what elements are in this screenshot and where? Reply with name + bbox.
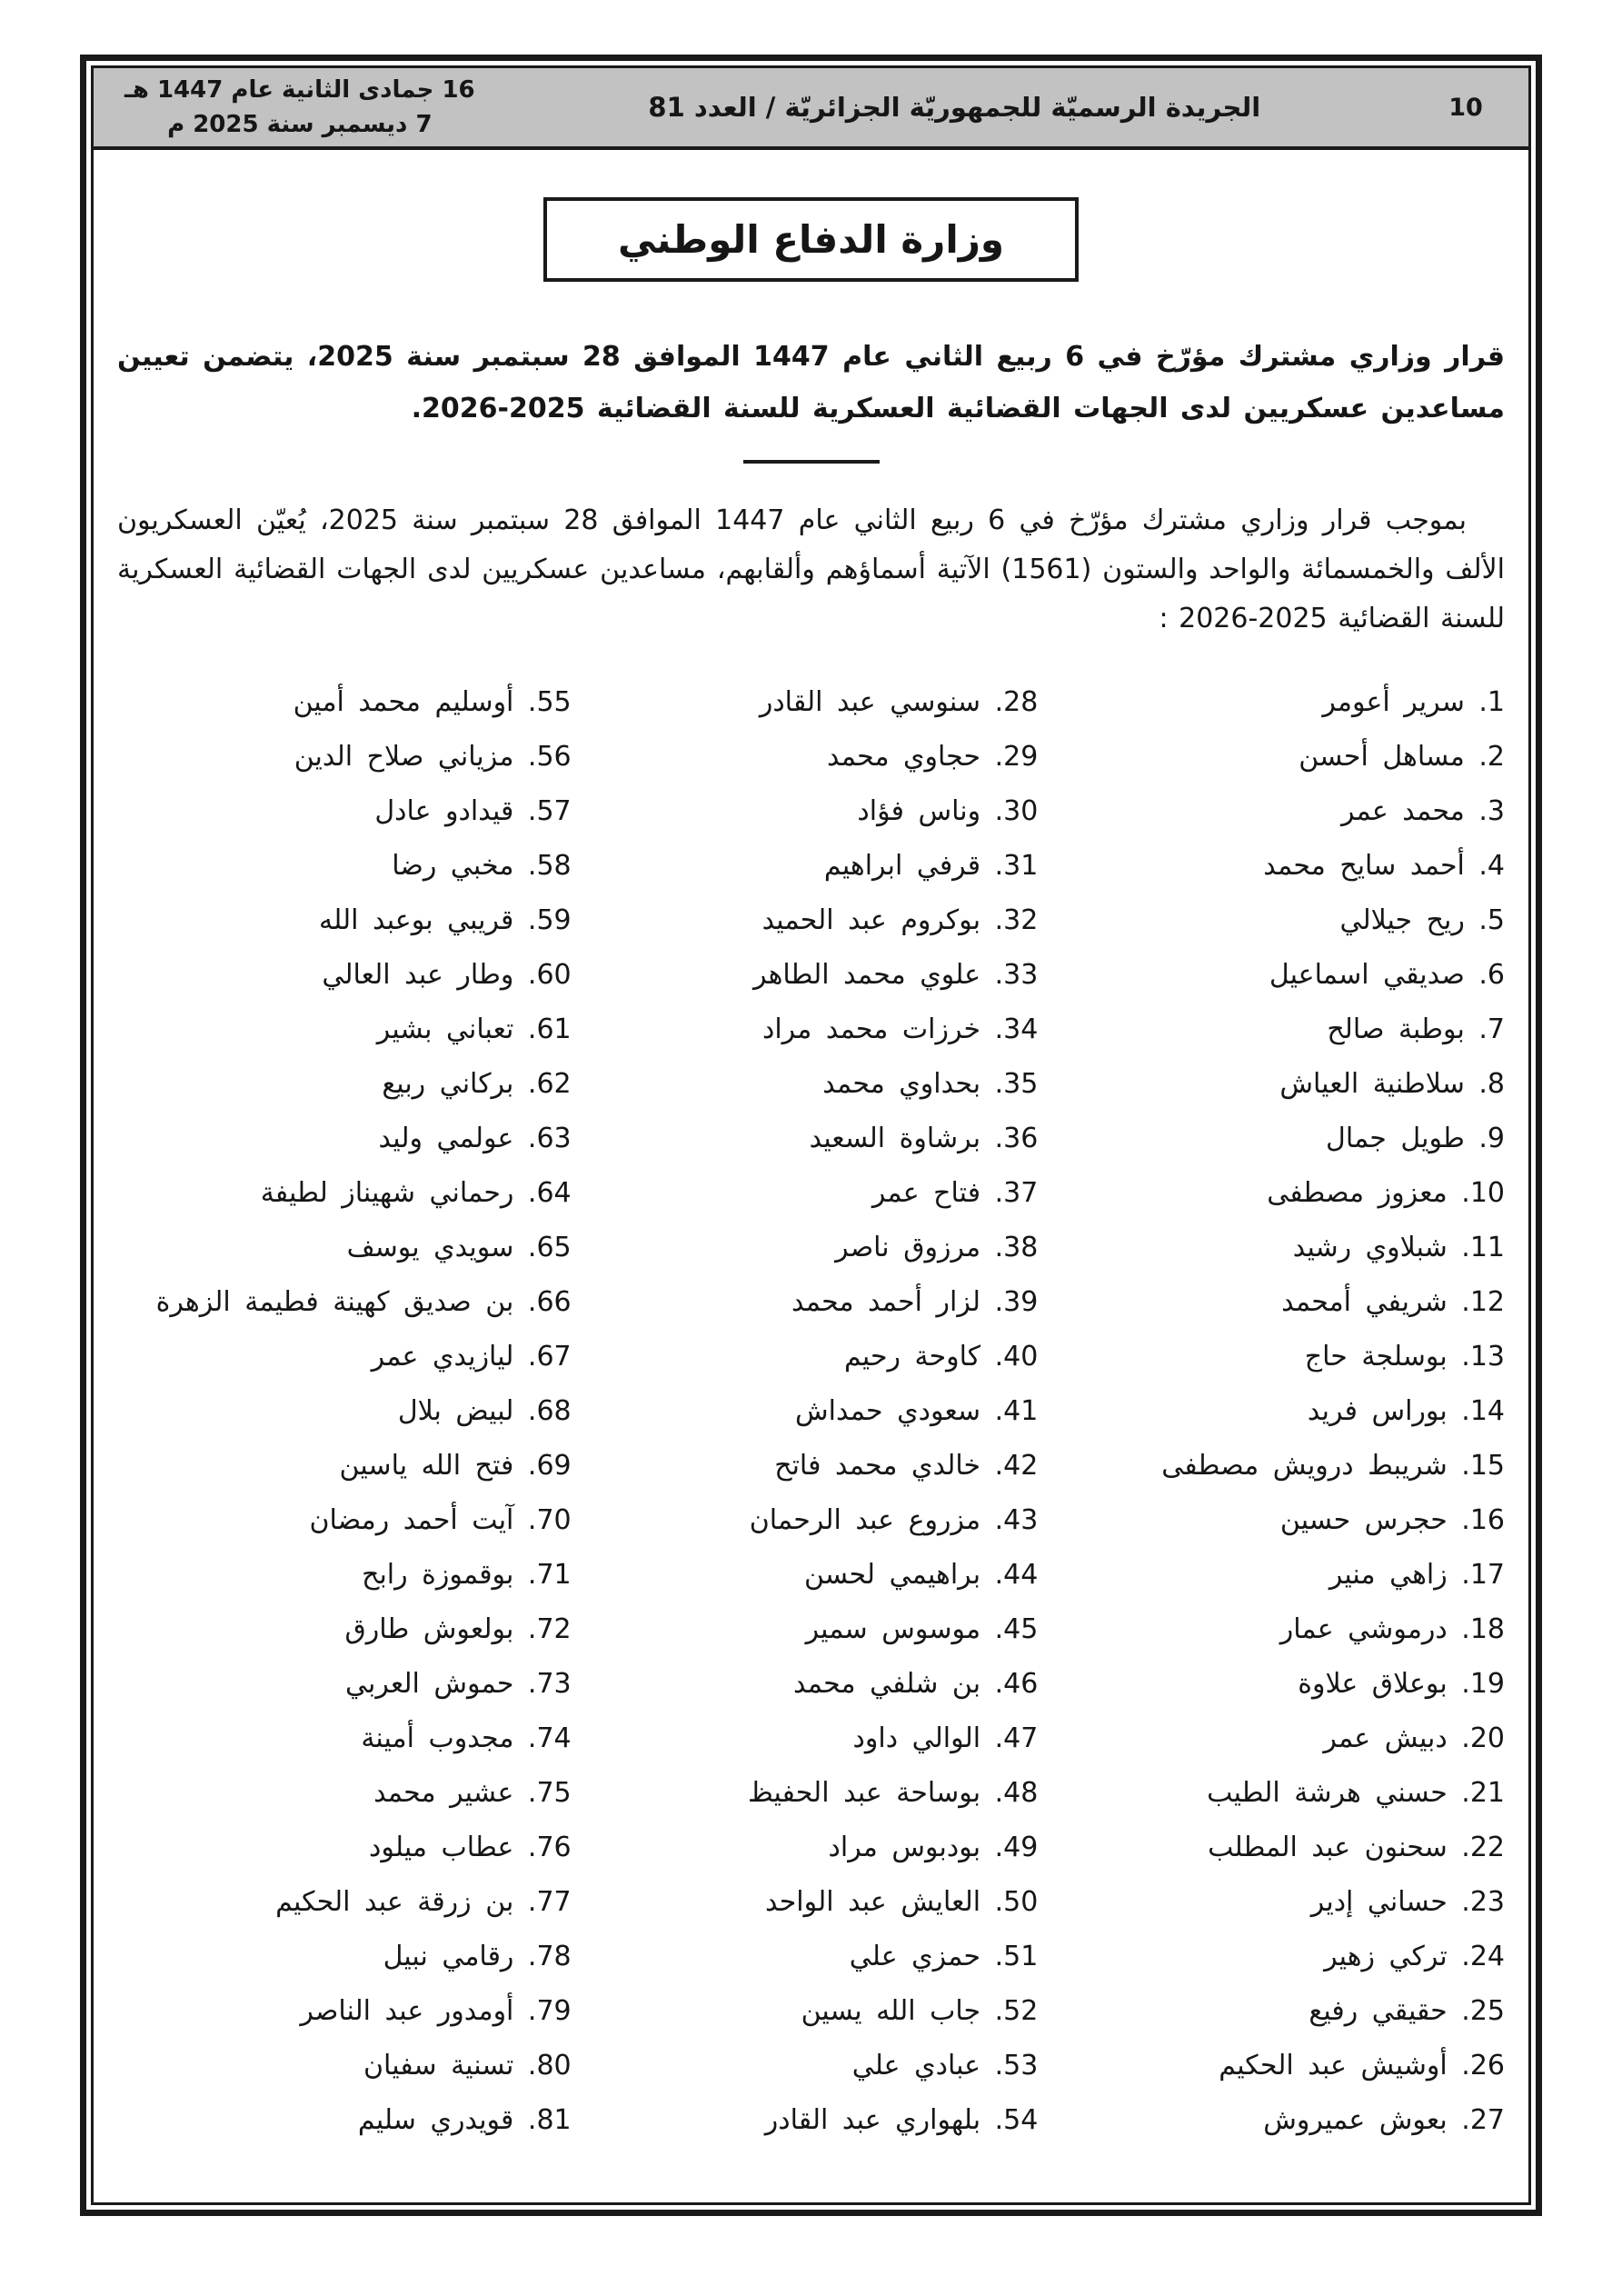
gregorian-date: 7 ديسمبر سنة 2025 م xyxy=(167,111,433,138)
list-item: 35. بحداوي محمد xyxy=(822,1067,1039,1100)
journal-title: الجريدة الرسميّة للجمهوريّة الجزائريّة / العدد 81 xyxy=(648,92,1261,123)
heading-separator xyxy=(743,460,880,464)
list-item: 21. حسني هرشة الطيب xyxy=(1207,1776,1505,1809)
issue-date xyxy=(124,73,475,142)
list-item: 72. بولعوش طارق xyxy=(344,1612,572,1645)
list-item: 37. فتاح عمر xyxy=(871,1176,1039,1209)
list-item: 26. أوشيش عبد الحكيم xyxy=(1219,2049,1505,2081)
list-item: 31. قرفي ابراهيم xyxy=(823,849,1039,882)
list-item: 47. الوالي داود xyxy=(852,1722,1039,1754)
list-item: 7. بوطبة صالح xyxy=(1327,1013,1505,1045)
list-item: 18. درموشي عمار xyxy=(1279,1612,1505,1645)
list-item: 42. خالدي محمد فاتح xyxy=(774,1449,1039,1482)
list-item: 2. مساهل أحسن xyxy=(1299,740,1505,773)
list-item: 27. بعوش عميروش xyxy=(1263,2103,1505,2136)
list-item: 39. لزار أحمد محمد xyxy=(791,1285,1039,1318)
list-item: 14. بوراس فريد xyxy=(1307,1394,1505,1427)
list-item: 68. لبيض بلال xyxy=(397,1394,572,1427)
list-item: 13. بوسلجة حاج xyxy=(1304,1340,1505,1373)
list-item: 46. بن شلفي محمد xyxy=(793,1667,1039,1700)
names-list xyxy=(117,674,1505,2147)
list-item: 69. فتح الله ياسين xyxy=(339,1449,572,1482)
list-item: 23. حساني إدير xyxy=(1310,1885,1505,1918)
name-column-2 xyxy=(584,674,1039,2147)
list-item: 16. حجرس حسين xyxy=(1279,1503,1505,1536)
list-item: 80. تسنية سفيان xyxy=(363,2049,572,2081)
list-item: 11. شبلاوي رشيد xyxy=(1292,1231,1505,1263)
list-item: 33. علوي محمد الطاهر xyxy=(753,958,1039,991)
name-column-1 xyxy=(1050,674,1505,2147)
header-band xyxy=(94,68,1528,150)
list-item: 77. بن زرقة عبد الحكيم xyxy=(275,1885,572,1918)
list-item: 45. موسوس سمير xyxy=(805,1612,1039,1645)
list-item: 22. سحنون عبد المطلب xyxy=(1208,1831,1505,1863)
list-item: 4. أحمد سايح محمد xyxy=(1263,849,1505,882)
list-item: 49. بودبوس مراد xyxy=(828,1831,1039,1863)
page-frame xyxy=(80,55,1542,2216)
list-item: 44. براهيمي لحسن xyxy=(803,1558,1039,1591)
list-item: 15. شريبط درويش مصطفى xyxy=(1161,1449,1505,1482)
list-item: 10. معزوز مصطفى xyxy=(1267,1176,1505,1209)
ministry-title: وزارة الدفاع الوطني xyxy=(618,217,1004,262)
list-item: 66. بن صديق كهينة فطيمة الزهرة xyxy=(155,1285,572,1318)
list-item: 65. سويدي يوسف xyxy=(346,1231,572,1263)
list-item: 30. وناس فؤاد xyxy=(857,794,1039,827)
list-item: 55. أوسليم محمد أمين xyxy=(293,685,572,718)
list-item: 6. صديقي اسماعيل xyxy=(1269,958,1505,991)
list-item: 58. مخبي رضا xyxy=(392,849,572,882)
list-item: 9. طويل جمال xyxy=(1326,1122,1505,1154)
list-item: 76. عطاب ميلود xyxy=(369,1831,572,1863)
list-item: 1. سرير أعومر xyxy=(1322,685,1505,718)
list-item: 41. سعودي حمداش xyxy=(794,1394,1039,1427)
list-item: 53. عبادي علي xyxy=(851,2049,1039,2081)
list-item: 67. ليازيدي عمر xyxy=(371,1340,572,1373)
list-item: 24. تركي زهير xyxy=(1324,1940,1505,1972)
list-item: 28. سنوسي عبد القادر xyxy=(759,685,1039,718)
list-item: 20. دبيش عمر xyxy=(1323,1722,1505,1754)
decree-body: بموجب قرار وزاري مشترك مؤرّخ في 6 ربيع الثاني عام 1447 الموافق 28 سبتمبر سنة 2025، يُعيّن العسكريون الألف والخمسمائة والواحد والستون (1561) الآتية أسماؤهم وألقابهم، مساعدين عسكريين لدى الجهات القضائية العسكرية للسنة القضائية 2025-2026 : xyxy=(117,504,1505,634)
list-item: 3. محمد عمر xyxy=(1340,794,1505,827)
list-item: 5. ريح جيلالي xyxy=(1339,903,1505,936)
page-number: 10 xyxy=(1448,93,1483,122)
ministry-title-box xyxy=(543,197,1079,282)
list-item: 54. بلهواري عبد القادر xyxy=(764,2103,1039,2136)
name-column-3 xyxy=(117,674,572,2147)
list-item: 60. وطار عبد العالي xyxy=(322,958,572,991)
page-content xyxy=(94,150,1528,2202)
list-item: 48. بوساحة عبد الحفيظ xyxy=(747,1776,1039,1809)
decree-heading: قرار وزاري مشترك مؤرّخ في 6 ربيع الثاني عام 1447 الموافق 28 سبتمبر سنة 2025، يتضمن تعيين مساعدين عسكريين لدى الجهات القضائية العسكرية للسنة القضائية 2025-2026. xyxy=(117,341,1506,424)
list-item: 79. أومدور عبد الناصر xyxy=(300,1994,572,2027)
list-item: 34. خرزات محمد مراد xyxy=(761,1013,1039,1045)
list-item: 73. حموش العربي xyxy=(344,1667,572,1700)
list-item: 63. عولمي وليد xyxy=(378,1122,572,1154)
list-item: 12. شريفي أمحمد xyxy=(1281,1285,1505,1318)
list-item: 51. حمزي علي xyxy=(849,1940,1039,1972)
list-item: 56. مزياني صلاح الدين xyxy=(294,740,572,773)
hijri-date: 16 جمادى الثانية عام 1447 هـ xyxy=(124,76,475,104)
list-item: 25. حقيقي رفيع xyxy=(1309,1994,1505,2027)
list-item: 75. عشير محمد xyxy=(373,1776,572,1809)
list-item: 19. بوعلاق علاوة xyxy=(1298,1667,1505,1700)
list-item: 43. مزروع عبد الرحمان xyxy=(749,1503,1039,1536)
list-item: 74. مجدوب أمينة xyxy=(361,1722,572,1754)
list-item: 61. تعباني بشير xyxy=(376,1013,572,1045)
list-item: 52. جاب الله يسين xyxy=(801,1994,1039,2027)
list-item: 62. بركاني ربيع xyxy=(382,1067,572,1100)
list-item: 64. رحماني شهيناز لطيفة xyxy=(260,1176,572,1209)
list-item: 59. قريبي بوعبد الله xyxy=(318,903,572,936)
list-item: 71. بوقموزة رابح xyxy=(362,1558,572,1591)
list-item: 38. مرزوق ناصر xyxy=(835,1231,1039,1263)
list-item: 17. زاهي منير xyxy=(1328,1558,1505,1591)
list-item: 29. حجاوي محمد xyxy=(826,740,1039,773)
list-item: 32. بوكروم عبد الحميد xyxy=(761,903,1039,936)
list-item: 81. قويدري سليم xyxy=(357,2103,572,2136)
list-item: 40. كاوحة رحيم xyxy=(843,1340,1039,1373)
list-item: 8. سلاطنية العياش xyxy=(1279,1067,1505,1100)
list-item: 70. آيت أحمد رمضان xyxy=(309,1503,572,1536)
inner-frame xyxy=(91,65,1531,2205)
list-item: 36. برشاوة السعيد xyxy=(809,1122,1039,1154)
list-item: 57. قيدادو عادل xyxy=(374,794,572,827)
list-item: 50. العايش عبد الواحد xyxy=(765,1885,1039,1918)
list-item: 78. رقامي نبيل xyxy=(383,1940,572,1972)
